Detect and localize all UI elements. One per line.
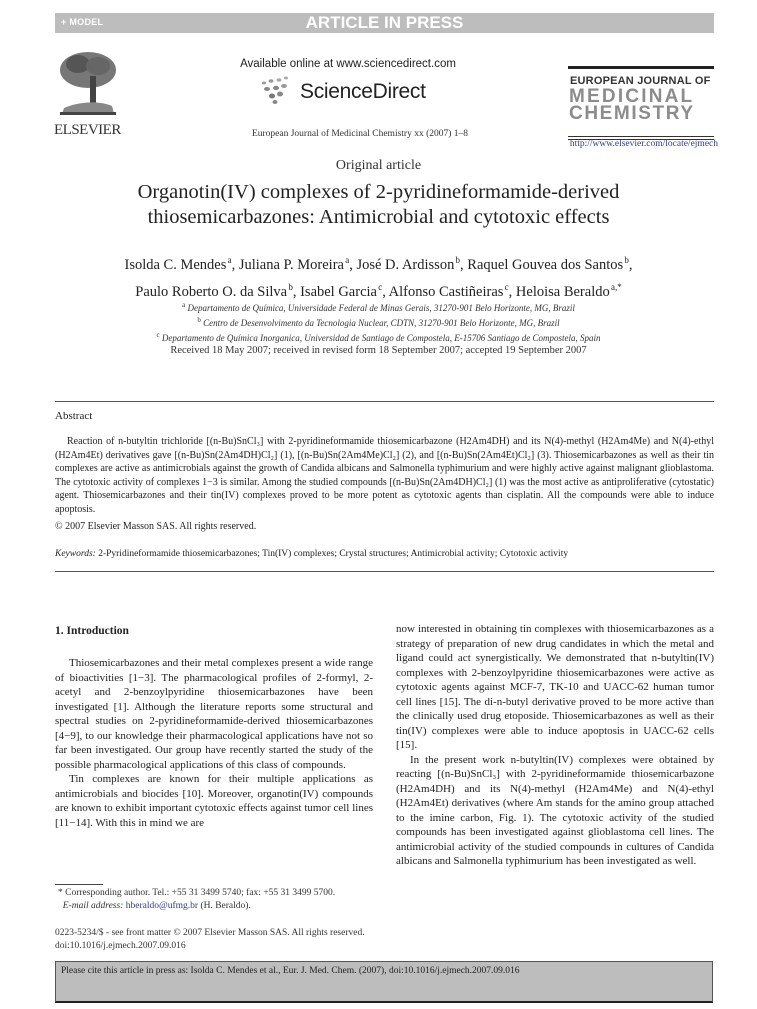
author-affiliation-mark: c: [504, 281, 509, 292]
affiliation-mark: b: [197, 316, 201, 324]
affiliation-mark: a: [182, 301, 186, 309]
publisher-name: ELSEVIER: [54, 122, 121, 138]
author-name[interactable]: Isabel Garcia: [300, 283, 377, 300]
author-name[interactable]: Juliana P. Moreira: [238, 256, 344, 273]
author-affiliation-mark: b: [624, 255, 629, 265]
journal-url-link[interactable]: http://www.elsevier.com/locate/ejmech: [569, 139, 718, 149]
section-heading-introduction: 1. Introduction: [55, 625, 129, 637]
paragraph: In the present work n-butyltin(IV) complexes were obtained by reacting [(n-Bu)SnCl₃] with 2-pyridineformamide thiosemicarbazone (H2Am4DH) and its N(4)-methyl (H2Am4Me) and N(4)-ethyl (H2Am4Et) derivatives (where Am stands for the amino group attached to the imine carbon, Fig. 1). The cytotoxic activity of the studied compounds has been investigated against glioblastoma cell lines. The antimicrobial activity of the studied compounds in cultures of Candida albicans and Salmonella typhimurium has been investigated as well.: [396, 753, 714, 867]
received-dates: Received 18 May 2007; received in revised form 18 September 2007; accepted 19 September 2007: [170, 345, 587, 356]
author-affiliation-mark: a,*: [610, 281, 622, 292]
doi-link[interactable]: doi:10.1016/j.ejmech.2007.09.016: [55, 940, 186, 951]
divider: [55, 401, 714, 402]
author-name[interactable]: Raquel Gouvea dos Santos: [467, 256, 624, 273]
authors-line-2: Paulo Roberto O. da Silva $^b$, Isabel Garcia $^c$, Alfonso Castiñeiras $^c$, Heloisa Beraldo $^{a,*}$: [135, 281, 622, 300]
title-line-1: Organotin(IV) complexes of 2-pyridineformamide-derived: [137, 181, 620, 203]
keywords: [55, 549, 714, 559]
front-matter: [55, 927, 365, 952]
email-label: E-mail address:: [62, 900, 124, 911]
available-online-text[interactable]: Available online at www.sciencedirect.com: [240, 58, 456, 70]
affiliation-text: Departamento de Química Inorganica, Universidad de Santiago de Compostela, E-15706 Santiago de Compostela, Spain: [161, 333, 601, 343]
article-title: [0, 180, 757, 230]
corresponding-author-footnote: [58, 887, 378, 912]
front-matter-copyright: 0223-5234/$ - see front matter © 2007 Elsevier Masson SAS. All rights reserved.: [55, 928, 365, 938]
author-affiliation-mark: b: [288, 281, 293, 292]
affiliation-mark: c: [156, 331, 160, 339]
elsevier-tree-icon: [58, 50, 118, 118]
paragraph: Thiosemicarbazones and their metal complexes present a wide range of bioactivities [1−3]. The pharmacological profiles of 2-formyl, 2-acetyl and 2-benzoylpyridine thiosemicarbazones have been investigated [1]. Although the literature reports some structural and spectral studies on 2-pyridineformamide-derived thiosemicarbazones [4−9], to our knowledge their pharmacological applications have not so far been investigated. Our group have recently started the study of the possible pharmacological applications of this class of compounds.: [55, 657, 373, 771]
author-affiliation-mark: b: [455, 255, 461, 265]
article-in-press-banner: [55, 13, 714, 33]
sciencedirect-dots-icon: [258, 75, 298, 105]
article-status: ARTICLE IN PRESS: [305, 13, 464, 32]
author-list: [40, 249, 717, 303]
journal-logo-line3: CHEMISTRY: [569, 103, 695, 124]
author-name[interactable]: Alfonso Castiñeiras: [388, 283, 504, 300]
author-name[interactable]: Paulo Roberto O. da Silva: [135, 283, 288, 300]
cite-notice-box: [55, 961, 713, 1003]
paragraph: now interested in obtaining tin complexes with thiosemicarbazones as a strategy of preparation of new drug candidates in which the metal and ligand could act synergistically. We demonstrated that n-butyltin(IV) complexes with 2-benzoylpyridine thiosemicarbazones were active as cytotoxic agents against MCF-7, TK-10 and UACC-62 human tumor cell lines [15]. The di-n-butyl derivative proved to be more active than the clinically used drug etoposide. Thiosemicarbazones as well as their tin(IV) complexes were able to induce apoptosis in UACC-62 cells [15].: [396, 623, 714, 751]
article-type: Original article: [335, 158, 422, 173]
left-column: [55, 656, 373, 830]
affiliation-list: [40, 299, 717, 344]
title-line-2: thiosemicarbazones: Antimicrobial and cytotoxic effects: [147, 206, 610, 228]
journal-logo-rule-a: [568, 136, 714, 137]
author-name[interactable]: Isolda C. Mendes: [124, 256, 227, 273]
cite-notice-text: Please cite this article in press as: Isolda C. Mendes et al., Eur. J. Med. Chem. (2007), doi:10.1016/j.ejmech.2007.09.016: [61, 966, 520, 976]
affiliation-text: Centro de Desenvolvimento da Tecnologia Nuclear, CDTN, 31270-901 Belo Horizonte, MG, Brazil: [203, 318, 560, 328]
abstract-text: Reaction of n-butyltin trichloride [(n-Bu)SnCl₃] with 2-pyridineformamide thiosemicarbazone (H2Am4DH) and its N(4)-methyl (H2Am4Me) and N(4)-ethyl (H2Am4Et) derivatives gave [(n-Bu)Sn(2Am4DH)Cl₂] (1), [(n-Bu)Sn(2Am4Me)Cl₂] (2), and [(n-Bu)Sn(2Am4Et)Cl₂] (3). Thiosemicarbazones as well as their tin complexes are active as antimicrobials against the growth of Candida albicans and Salmonella typhimurium and were highly active against malignant glioblastoma. The cytotoxic activity of complexes 1−3 is similar. Among the studied compounds [(n-Bu)Sn(2Am4DH)Cl₂] (1) was the most active as antiproliferative (cytostatic) agent. Thiosemicarbazones and their tin(IV) complexes proved to be more potent as cytotoxic agents than cisplatin. All the compounds were able to induce apoptosis.: [55, 436, 714, 515]
journal-logo-line2: MEDICINAL: [569, 86, 695, 107]
divider: [55, 571, 714, 572]
journal-logo-line1: EUROPEAN JOURNAL OF: [570, 75, 711, 87]
footnote-contact: * Corresponding author. Tel.: +55 31 3499 5740; fax: +55 31 3499 5700.: [58, 888, 336, 898]
author-affiliation-mark: c: [378, 281, 383, 292]
footnote-email-line: [58, 900, 378, 913]
author-name[interactable]: José D. Ardisson: [356, 256, 455, 273]
affiliation-item: [40, 299, 717, 314]
email-suffix: (H. Beraldo).: [200, 900, 251, 911]
author-affiliation-mark: a: [227, 255, 232, 265]
paragraph: Tin complexes are known for their multiple applications as antimicrobials and biocides [10]. Moreover, organotin(IV) compounds are known to exhibit important cytotoxic effects against tumor cell lines [11−14]. With this in mind we are: [55, 773, 373, 829]
abstract-copyright: © 2007 Elsevier Masson SAS. All rights reserved.: [55, 521, 257, 532]
abstract-heading: Abstract: [55, 410, 93, 422]
right-column: [396, 622, 714, 869]
keywords-label: Keywords:: [55, 549, 96, 559]
sciencedirect-name: ScienceDirect: [300, 80, 426, 103]
footnote-rule: [55, 884, 103, 885]
affiliation-text: Departamento de Química, Universidade Federal de Minas Gerais, 31270-901 Belo Horizonte, MG, Brazil: [187, 303, 575, 313]
author-affiliation-mark: a: [345, 255, 350, 265]
journal-logo-rule-top: [568, 66, 714, 69]
affiliation-item: [40, 329, 717, 344]
affiliation-item: [40, 314, 717, 329]
keywords-text: 2-Pyridineformamide thiosemicarbazones; Tin(IV) complexes; Crystal structures; Antimicrobial activity; Cytotoxic activity: [98, 549, 569, 559]
model-label: + MODEL: [61, 17, 104, 27]
email-link[interactable]: hberaldo@ufmg.br: [125, 900, 199, 911]
authors-line-1: Isolda C. Mendes $^a$, Juliana P. Moreira $^a$, José D. Ardisson $^b$, Raquel Gouvea dos Santos $^b$,: [124, 255, 633, 273]
journal-citation: European Journal of Medicinal Chemistry xx (2007) 1–8: [251, 129, 469, 139]
author-name[interactable]: Heloisa Beraldo: [515, 283, 610, 300]
